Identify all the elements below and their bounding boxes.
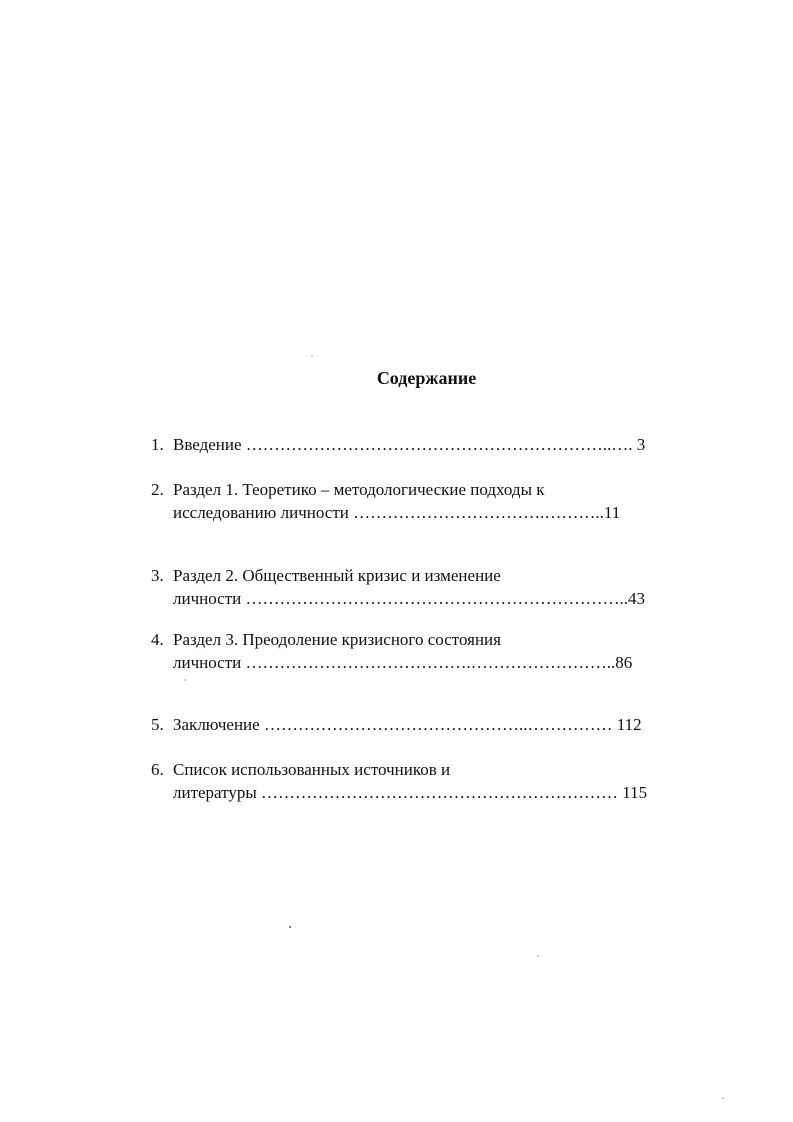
toc-entry-number: 6. — [151, 760, 164, 779]
toc-entry-conclusion — [151, 713, 642, 736]
scan-speck — [722, 1097, 724, 1099]
toc-entry-text-line1: Раздел 3. Преодоление кризисного состояния — [173, 630, 501, 649]
toc-entry-text: Заключение ………………………………………..…………… 112 — [173, 715, 642, 734]
scan-speck — [311, 355, 313, 357]
toc-entry-text-line2: личности …………………………………………………………..43 — [173, 589, 645, 608]
toc-entry-number: 4. — [151, 630, 164, 649]
scan-speck — [184, 679, 186, 681]
scan-speck — [537, 955, 539, 957]
toc-entry-bibliography — [151, 758, 647, 804]
toc-entry-text-line2: исследованию личности …………………………….………..11 — [173, 503, 621, 522]
toc-entry-text-line2: личности ………………………………….……………………..86 — [173, 653, 633, 672]
toc-entry-number: 2. — [151, 480, 164, 499]
toc-entry-text: Введение ………………………………………………………..…. 3 — [173, 435, 646, 454]
toc-entry-number: 1. — [151, 435, 164, 454]
toc-entry-section-1 — [151, 478, 620, 524]
scan-speck — [289, 926, 291, 928]
toc-entry-section-3 — [151, 628, 632, 674]
toc-entry-text-line2: литературы ……………………………………………………… 115 — [173, 783, 648, 802]
toc-entry-section-2 — [151, 564, 645, 610]
toc-entry-number: 5. — [151, 715, 164, 734]
toc-title: Содержание — [376, 368, 477, 388]
toc-entry-text-line1: Раздел 2. Общественный кризис и изменение — [173, 566, 501, 585]
toc-entry-text-line1: Раздел 1. Теоретико – методологические подходы к — [173, 480, 545, 499]
toc-entry-introduction — [151, 433, 645, 456]
toc-entry-number: 3. — [151, 566, 164, 585]
toc-entry-text-line1: Список использованных источников и — [173, 760, 451, 779]
